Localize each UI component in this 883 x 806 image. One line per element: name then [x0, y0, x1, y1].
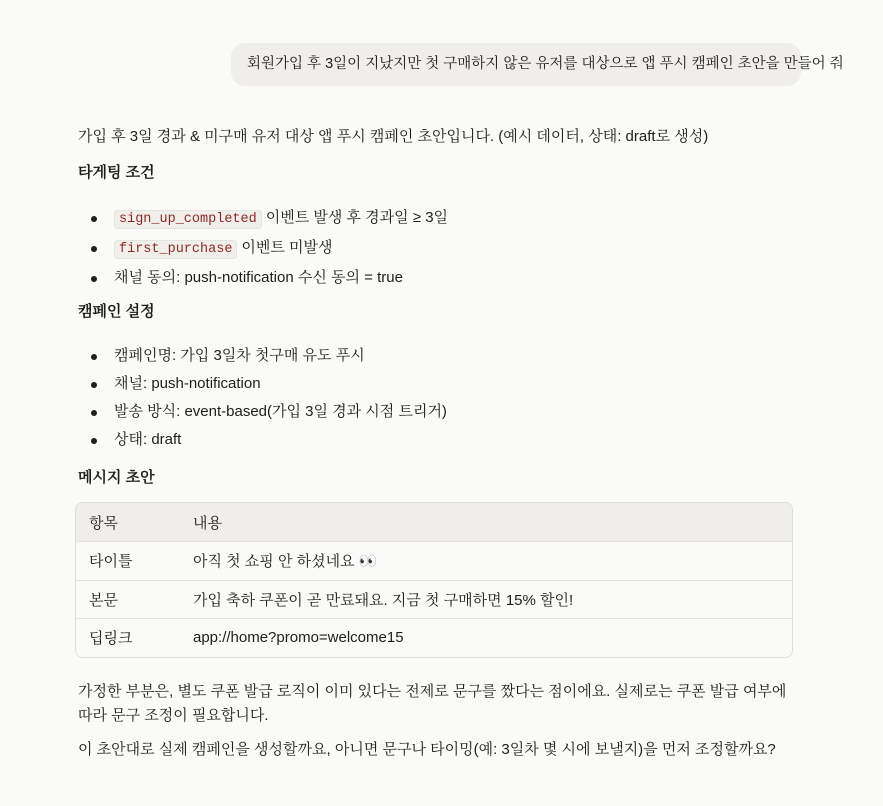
table-header-cell: 내용 [193, 514, 222, 532]
table-row [76, 580, 792, 619]
targeting-heading: 타게팅 조건 [78, 164, 155, 181]
list-item [78, 204, 794, 234]
targeting-list [78, 204, 794, 292]
settings-heading: 캠페인 설정 [78, 303, 155, 320]
list-item: 채널: push-notification [78, 370, 794, 398]
table-cell: 타이틀 [89, 553, 133, 571]
table-header-row [76, 503, 792, 541]
table-cell: 딥링크 [89, 630, 133, 648]
list-item-text: 채널 동의: push-notification 수신 동의 = true [114, 269, 403, 286]
list-item: 캠페인명: 가입 3일차 첫구매 유도 푸시 [78, 342, 794, 370]
table-cell: app://home?promo=welcome15 [193, 629, 404, 647]
list-item [78, 264, 794, 292]
reply-closing [78, 680, 798, 772]
closing-paragraph: 가정한 부분은, 별도 쿠폰 발급 로직이 이미 있다는 전제로 문구를 짰다는 점이에요. 실제로는 쿠폰 발급 여부에 따라 문구 조정이 필요합니다. [78, 683, 787, 724]
table-cell: 가입 축하 쿠폰이 곧 만료돼요. 지금 첫 구매하면 15% 할인! [193, 591, 574, 609]
list-item: 발송 방식: event-based(가입 3일 경과 시점 트리거) [78, 398, 794, 426]
table-row [76, 618, 792, 657]
list-item-text: 이벤트 미발생 [241, 239, 333, 256]
table-cell: 본문 [89, 591, 118, 609]
message-heading: 메시지 초안 [78, 469, 155, 486]
list-item [78, 234, 794, 264]
user-message-bubble [231, 43, 844, 86]
closing-paragraph: 이 초안대로 실제 캠페인을 생성할까요, 아니면 문구나 타이밍(예: 3일차 몇 시에 보낼지)을 먼저 조정할까요? [78, 741, 776, 758]
table-header-cell: 항목 [89, 514, 118, 532]
table-row [76, 541, 792, 580]
list-item-text: 이벤트 발생 후 경과일 ≥ 3일 [265, 209, 449, 226]
reply-intro: 가입 후 3일 경과 & 미구매 유저 대상 앱 푸시 캠페인 초안입니다. (예시 데이터, 상태: draft로 생성) [78, 128, 709, 145]
assistant-reply [78, 124, 794, 486]
inline-code: first_purchase [114, 240, 237, 259]
user-message-text: 회원가입 후 3일이 지났지만 첫 구매하지 않은 유저를 대상으로 앱 푸시 캠페인 초안을 만들어 줘 [247, 56, 844, 72]
list-item: 상태: draft [78, 426, 794, 454]
settings-list [78, 342, 794, 454]
message-table [75, 502, 793, 658]
table-cell: 아직 첫 쇼핑 안 하셨네요 👀 [193, 553, 378, 571]
inline-code: sign_up_completed [114, 210, 262, 229]
